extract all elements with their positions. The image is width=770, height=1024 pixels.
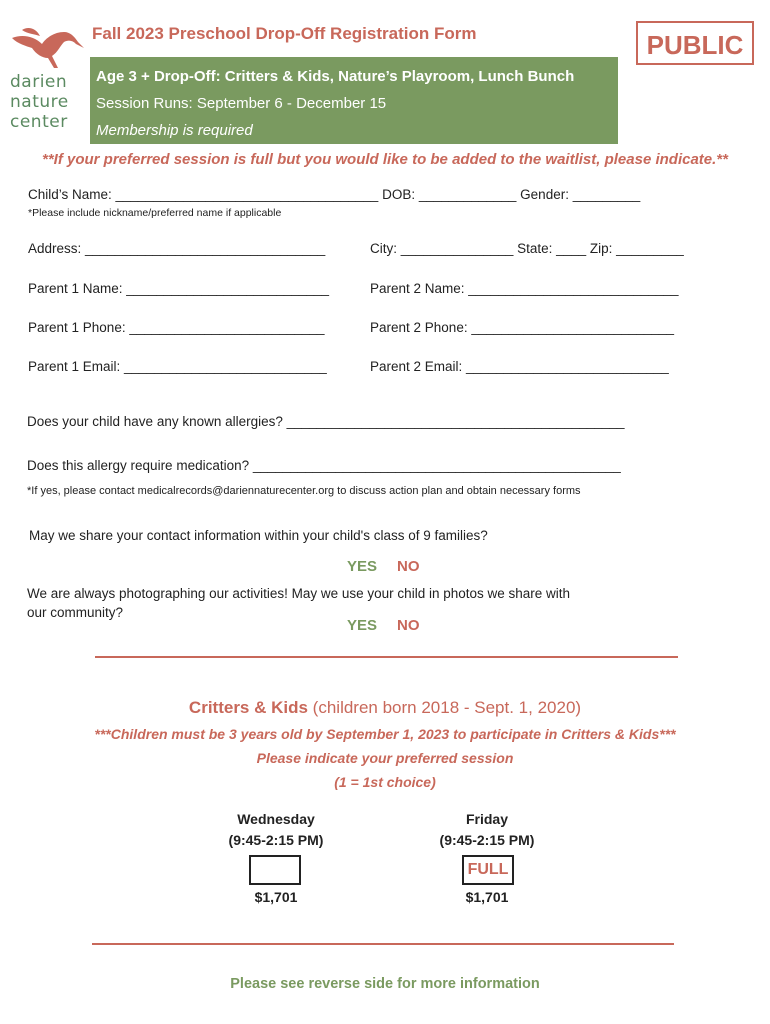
- photos-yes[interactable]: YES: [347, 617, 378, 634]
- photos-question-line2: our community?: [27, 605, 124, 620]
- divider-bottom: [92, 943, 674, 945]
- friday-price: $1,701: [465, 889, 509, 905]
- logo-wordmark: [10, 72, 69, 132]
- session-line: Session Runs: September 6 - December 15: [96, 95, 387, 112]
- allergies-field[interactable]: Does your child have any known allergies? _____________________________________________: [27, 414, 625, 429]
- share-contact-yes[interactable]: YES: [347, 558, 378, 575]
- medication-note: *If yes, please contact medicalrecords@dariennaturecenter.org to discuss action plan and obtain necessary forms: [27, 485, 581, 497]
- choice-note: (1 = 1st choice): [334, 774, 436, 790]
- indicate-session-note: Please indicate your preferred session: [256, 750, 514, 766]
- share-contact-question: May we share your contact information within your child's class of 9 families?: [29, 528, 488, 543]
- wednesday-price: $1,701: [254, 889, 298, 905]
- medication-field[interactable]: Does this allergy require medication? _________________________________________________: [27, 458, 621, 473]
- nickname-note: *Please include nickname/preferred name if applicable: [28, 207, 282, 219]
- divider-top: [95, 656, 678, 658]
- parent1-name-field[interactable]: Parent 1 Name: ___________________________: [28, 281, 330, 296]
- friday-full-badge: FULL: [462, 855, 514, 885]
- address-field[interactable]: Address: ________________________________: [28, 241, 326, 256]
- logo-line-2: nature: [10, 92, 69, 112]
- photos-question-line1: We are always photographing our activities! May we use your child in photos we share with: [27, 586, 571, 601]
- parent1-phone-field[interactable]: Parent 1 Phone: __________________________: [28, 320, 325, 335]
- program-line: Age 3 + Drop-Off: Critters & Kids, Nature’s Playroom, Lunch Bunch: [96, 68, 575, 85]
- section-title: [0, 698, 770, 718]
- section-title-name: Critters & Kids: [188, 698, 308, 717]
- waitlist-note: **If your preferred session is full but you would like to be added to the waitlist, please indicate.**: [42, 151, 728, 168]
- parent2-phone-field[interactable]: Parent 2 Phone: ___________________________: [370, 320, 675, 335]
- program-info-box: [90, 57, 618, 144]
- child-name-field[interactable]: Child’s Name: ___________________________________ DOB: _____________ Gender: _________: [28, 187, 641, 202]
- section-title-ages: (children born 2018 - Sept. 1, 2020): [307, 698, 582, 717]
- logo-line-3: center: [10, 112, 68, 132]
- session-wednesday: [206, 809, 346, 851]
- public-badge: PUBLIC: [636, 21, 754, 65]
- parent2-email-field[interactable]: Parent 2 Email: ___________________________: [370, 359, 669, 374]
- session-friday: [417, 809, 557, 851]
- reverse-side-note: Please see reverse side for more information: [230, 976, 540, 992]
- share-contact-no[interactable]: NO: [397, 558, 420, 575]
- logo-line-1: darien: [10, 72, 68, 92]
- session-day: Wednesday: [237, 811, 315, 827]
- parent2-name-field[interactable]: Parent 2 Name: ____________________________: [370, 281, 679, 296]
- session-time: (9:45-2:15 PM): [228, 832, 324, 848]
- membership-line: Membership is required: [96, 122, 253, 139]
- form-title: Fall 2023 Preschool Drop-Off Registration Form: [92, 24, 477, 43]
- parent1-email-field[interactable]: Parent 1 Email: ___________________________: [28, 359, 327, 374]
- photos-no[interactable]: NO: [397, 617, 420, 634]
- wednesday-choice-box[interactable]: [249, 855, 301, 885]
- heron-logo-icon: [8, 24, 86, 70]
- city-state-zip-field[interactable]: City: _______________ State: ____ Zip: _________: [370, 241, 684, 256]
- session-time: (9:45-2:15 PM): [439, 832, 535, 848]
- age-rule-note: ***Children must be 3 years old by September 1, 2023 to participate in Critters & Kids***: [94, 726, 676, 742]
- session-day: Friday: [465, 811, 508, 827]
